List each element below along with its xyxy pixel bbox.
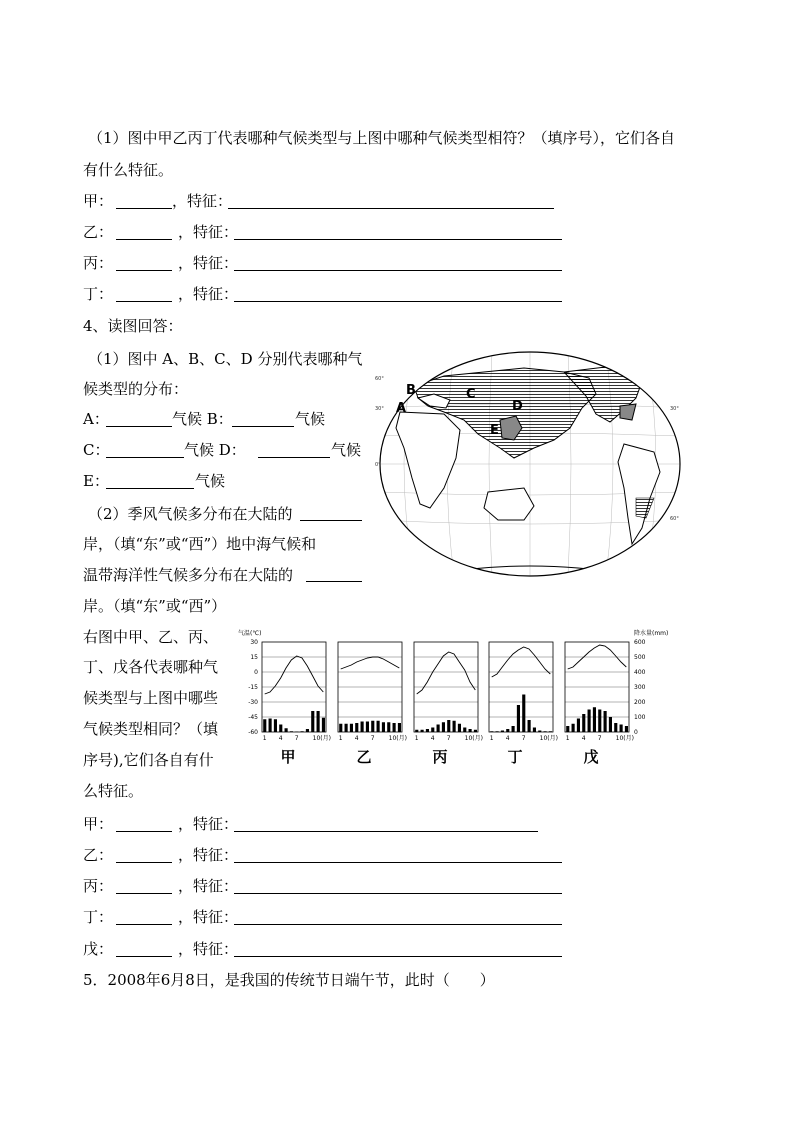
q4-row-ding-label: 丁： [83, 908, 114, 926]
precip-bar [382, 722, 385, 732]
lat-label-1: 60° [375, 376, 384, 382]
q4-row-yi-blank[interactable] [116, 862, 172, 863]
precip-bar [453, 721, 456, 732]
q4-title: 4、读图回答： [83, 317, 183, 335]
precip-bar [366, 722, 369, 733]
precip-bar [426, 729, 429, 732]
q4-p3d: 气候类型相同？（填 [83, 720, 219, 738]
q4-p2b: 岸，（填“东”或“西”）地中海气候和 [83, 535, 317, 553]
q4-row-wu-sep: ，特征： [178, 940, 239, 958]
temperature-line [341, 657, 400, 669]
map-label-b: B [406, 383, 416, 398]
precip-bar [274, 719, 277, 732]
left-tick-label: 30 [250, 639, 258, 646]
q4-p3e: 序号),它们各自有什 [83, 751, 214, 769]
q4-e-suffix: 气候 [195, 472, 226, 490]
left-tick-label: -45 [248, 714, 258, 721]
precip-bar [371, 721, 374, 732]
precip-bar [566, 726, 569, 732]
map-label-a: A [396, 401, 407, 416]
q4-row-ding-blank[interactable] [116, 924, 172, 925]
month-tick-label: 10(月) [388, 735, 407, 742]
q3-row-bing-blank[interactable] [116, 270, 172, 271]
chart-panel-name: 戊 [583, 748, 599, 766]
q3-row-jia-sep: ，特征： [172, 192, 233, 210]
precip-bar [322, 718, 325, 732]
precip-bar [517, 705, 520, 732]
precip-bar [355, 723, 358, 732]
world-climate-map [374, 348, 686, 580]
q4-row-yi-label: 乙： [83, 846, 114, 864]
precip-bar [593, 707, 596, 732]
precip-bar [598, 710, 601, 733]
precip-bar [609, 717, 612, 732]
q3-row-jia-label: 甲： [83, 192, 114, 210]
precip-bar [490, 731, 493, 732]
map-label-d: D [512, 399, 523, 414]
q4-row-wu-blank[interactable] [116, 956, 172, 957]
q3-row-ding-sep: ，特征： [178, 285, 239, 303]
q4-row-bing-label: 丙： [83, 877, 114, 895]
q3-row-yi-label: 乙： [83, 223, 114, 241]
precip-bar [398, 723, 401, 732]
lat-label-4: 30° [670, 406, 679, 412]
chart-panel-name: 丙 [432, 748, 448, 766]
q4-a-suffix: 气候 [295, 410, 326, 428]
q3-row-yi-blank[interactable] [116, 239, 172, 240]
q4-p3b: 丁、戊各代表哪种气 [83, 658, 219, 676]
precip-bar [501, 731, 504, 733]
q4-c-prefix: C： [83, 441, 110, 459]
month-tick-label: 7 [370, 735, 375, 742]
precip-bar [463, 728, 466, 733]
precip-bar [528, 720, 531, 732]
q3-row-ding-label: 丁： [83, 285, 114, 303]
precip-bar [387, 722, 390, 732]
precip-bar [512, 726, 515, 732]
q3-row-yi-feature[interactable] [234, 239, 562, 240]
q3-line1: （1）图中甲乙丙丁代表哪种气候类型与上图中哪种气候类型相符？（填序号），它们各自 [88, 129, 676, 147]
q4-p2c: 温带海洋性气候多分布在大陆的 [83, 566, 294, 584]
q4-row-bing-feature[interactable] [234, 893, 562, 894]
precip-bar [506, 729, 509, 732]
q3-row-bing-sep: ，特征： [178, 254, 239, 272]
month-tick-label: 4 [354, 735, 359, 742]
q3-row-jia-feature[interactable] [228, 208, 554, 209]
precip-bar [269, 719, 272, 733]
q4-row-jia-sep: ，特征： [178, 815, 239, 833]
q4-row-bing-sep: ，特征： [178, 877, 239, 895]
month-tick-label: 4 [505, 735, 510, 742]
map-label-c: C [466, 387, 476, 402]
month-tick-label: 1 [338, 735, 343, 742]
right-axis-title: 降水量(mm) [634, 630, 669, 637]
q4-row-ding-sep: ，特征： [178, 908, 239, 926]
q3-row-jia-blank[interactable] [116, 208, 172, 209]
q4-p1a: （1）图中 A、B、C、D 分别代表哪种气 [88, 350, 363, 368]
q4-row-yi-feature[interactable] [234, 862, 562, 863]
month-tick-label: 10(月) [464, 735, 483, 742]
month-tick-label: 1 [565, 735, 570, 742]
precip-bar [279, 725, 282, 733]
month-tick-label: 7 [446, 735, 451, 742]
precip-bar [431, 728, 434, 733]
month-tick-label: 1 [489, 735, 494, 742]
month-tick-label: 1 [414, 735, 419, 742]
precip-bar [604, 711, 607, 732]
precip-bar [474, 730, 477, 732]
month-tick-label: 7 [294, 735, 299, 742]
precip-bar [285, 728, 288, 732]
q4-c-blank[interactable] [106, 457, 184, 458]
precip-bar [447, 720, 450, 732]
month-tick-label: 10(月) [615, 735, 634, 742]
q4-p2d: 岸。（填“东”或“西”） [83, 597, 227, 615]
precip-bar [306, 729, 309, 732]
precip-bar [437, 725, 440, 733]
month-tick-label: 7 [597, 735, 602, 742]
temperature-line [417, 652, 476, 694]
precip-bar [549, 731, 552, 732]
precip-bar [263, 719, 266, 732]
precip-bar [377, 721, 380, 732]
q4-p1b: 候类型的分布： [83, 380, 189, 398]
precip-bar [582, 714, 585, 732]
q3-row-bing-label: 丙： [83, 254, 114, 272]
map-label-e: E [490, 423, 499, 438]
q4-row-jia-blank[interactable] [116, 831, 172, 832]
precip-bar [577, 719, 580, 733]
q4-row-wu-label: 戊： [83, 940, 114, 958]
precip-bar [339, 724, 342, 732]
q4-p3c: 候类型与上图中哪些 [83, 689, 219, 707]
precip-bar [588, 710, 591, 733]
precip-bar [458, 724, 461, 732]
precip-bar [572, 724, 575, 732]
q3-row-yi-sep: ，特征： [178, 223, 239, 241]
precip-bar [301, 731, 304, 732]
precip-bar [469, 729, 472, 732]
left-tick-label: 15 [250, 654, 258, 661]
precip-bar [538, 731, 541, 733]
precip-bar [290, 731, 293, 732]
precip-bar [496, 731, 499, 732]
q4-c-suffix: 气候 [331, 441, 362, 459]
q4-d-blank[interactable] [258, 457, 330, 458]
left-tick-label: 0 [254, 669, 258, 676]
q4-a-blank[interactable] [106, 426, 172, 427]
q3-row-ding-feature[interactable] [234, 301, 562, 302]
q4-a-prefix: A： [83, 410, 109, 428]
q4-row-jia-feature[interactable] [234, 831, 538, 832]
right-tick-label: 100 [634, 714, 646, 721]
left-tick-label: -60 [248, 729, 258, 736]
precip-bar [533, 728, 536, 733]
right-tick-label: 400 [634, 669, 646, 676]
right-tick-label: 200 [634, 699, 646, 706]
precip-bar [421, 730, 424, 732]
right-tick-label: 500 [634, 654, 646, 661]
precip-bar [625, 726, 628, 732]
temperature-line [492, 647, 551, 677]
precip-bar [415, 730, 418, 732]
precip-bar [544, 731, 547, 732]
climate-charts [236, 626, 680, 770]
q4-row-wu-feature[interactable] [234, 956, 562, 957]
q3-line2: 有什么特征。 [83, 161, 174, 179]
precip-bar [350, 724, 353, 732]
chart-panel-name: 乙 [356, 748, 372, 766]
q4-e-prefix: E： [83, 472, 109, 490]
q4-p2-blank2[interactable] [306, 581, 362, 582]
month-tick-label: 4 [278, 735, 283, 742]
precip-bar [522, 695, 525, 733]
precip-bar [361, 722, 364, 733]
q4-row-yi-sep: ，特征： [178, 846, 239, 864]
q4-row-ding-feature[interactable] [234, 924, 562, 925]
month-tick-label: 10(月) [539, 735, 558, 742]
lat-label-3: 0° [375, 462, 381, 468]
lat-label-2: 30° [375, 406, 384, 412]
q4-a-mid: 气候 B： [172, 410, 233, 428]
q4-p2-blank1[interactable] [300, 520, 362, 521]
month-tick-label: 4 [581, 735, 586, 742]
q4-row-jia-label: 甲： [83, 815, 114, 833]
lat-label-5: 60° [670, 516, 679, 522]
q3-row-ding-blank[interactable] [116, 301, 172, 302]
q4-c-mid: 气候 D： [184, 441, 246, 459]
precip-bar [442, 722, 445, 732]
left-tick-label: -30 [248, 699, 258, 706]
month-tick-label: 10(月) [312, 735, 331, 742]
precip-bar [614, 723, 617, 732]
q4-p2a: （2）季风气候多分布在大陆的 [88, 505, 293, 523]
precip-bar [393, 723, 396, 732]
left-axis-title: 气温(℃) [238, 630, 262, 637]
right-tick-label: 300 [634, 684, 646, 691]
q4-e-blank[interactable] [106, 488, 194, 489]
right-tick-label: 600 [634, 639, 646, 646]
q4-row-bing-blank[interactable] [116, 893, 172, 894]
month-tick-label: 1 [262, 735, 267, 742]
precip-bar [317, 711, 320, 732]
precip-bar [620, 725, 623, 733]
precip-bar [311, 711, 314, 732]
temperature-line [265, 656, 324, 694]
right-tick-label: 0 [634, 729, 638, 736]
q3-row-bing-feature[interactable] [234, 270, 562, 271]
q4-b-blank[interactable] [232, 426, 294, 427]
chart-panel-name: 丁 [507, 748, 523, 766]
q4-p3a: 右图中甲、乙、丙、 [83, 628, 219, 646]
q5-text: 5．2008年6月8日，是我国的传统节日端午节，此时（ ） [83, 971, 495, 989]
q4-p3f: 么特征。 [83, 782, 144, 800]
month-tick-label: 7 [521, 735, 526, 742]
chart-panel-name: 甲 [280, 748, 296, 766]
month-tick-label: 4 [430, 735, 435, 742]
left-tick-label: -15 [248, 684, 258, 691]
precip-bar [345, 724, 348, 732]
